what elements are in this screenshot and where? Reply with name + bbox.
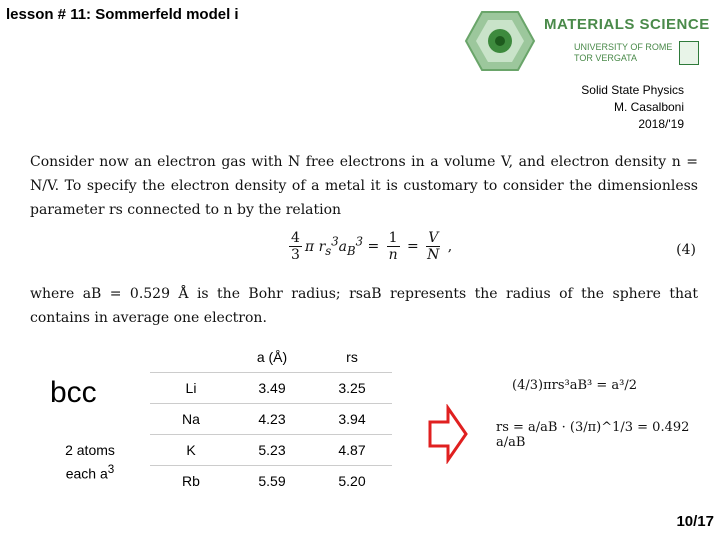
table-row: Na 4.23 3.94: [150, 404, 392, 435]
bohr-radius-paragraph: where aB = 0.529 Å is the Bohr radius; rsaB represents the radius of the sphere that contains in average one electron.: [30, 286, 698, 326]
academic-year: 2018/'19: [638, 117, 684, 131]
atoms-per-cell: 2 atoms each $a^3$: [65, 442, 115, 482]
table-header-rs: rs: [346, 349, 358, 365]
hexagon-logo-icon: [464, 10, 536, 72]
rs-table: [150, 342, 392, 496]
logo-university: UNIVERSITY OF ROME TOR VERGATA: [574, 42, 673, 63]
course-info: [484, 82, 684, 133]
lesson-title: lesson # 11: Sommerfeld model i: [6, 6, 239, 23]
materials-science-logo: [464, 10, 714, 72]
course-name: Solid State Physics: [581, 83, 684, 97]
density-relation-equation: $\frac{4}{3}$ π $r_s^3a_B^3$ = $\frac{1}{n}$ = $\frac{V}{N}$ , (4): [291, 230, 696, 263]
right-arrow-icon: [428, 404, 468, 464]
structure-label: bcc: [50, 376, 97, 409]
table-header-a: a (Å): [256, 349, 288, 365]
table-header-element: [150, 342, 232, 373]
logo-name: MATERIALS SCIENCE: [544, 16, 710, 33]
university-crest-icon: [679, 41, 699, 65]
table-header: [150, 342, 392, 373]
author: M. Casalboni: [613, 100, 684, 114]
page-number: 10/17: [676, 513, 714, 530]
table-row: K 5.23 4.87: [150, 435, 392, 466]
intro-paragraph: Consider now an electron gas with N free electrons in a volume V, and electron density n = N/V. To specify the electron density of a metal it is customary to consider the dimensionless parameter rs connected to n by the relation: [30, 154, 698, 218]
cell-volume-equation: (4/3)πrs³aB³ = a³/2: [512, 378, 637, 393]
equation-number: (4): [676, 242, 696, 258]
table-row: Rb 5.59 5.20: [150, 466, 392, 497]
rs-formula-equation: rs = a/aB · (3/π)^1/3 = 0.492 a/aB: [496, 420, 690, 450]
table-row: Li 3.49 3.25: [150, 373, 392, 404]
